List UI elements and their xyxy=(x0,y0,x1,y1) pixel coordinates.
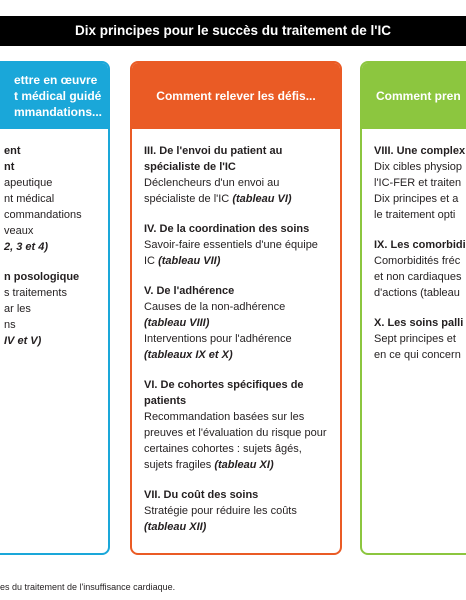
left-line: 2, 3 et 4) xyxy=(4,241,49,253)
left-header-line: t médical guidé xyxy=(13,89,102,103)
section-text: Causes de la non-adhérence xyxy=(144,301,286,313)
section-ref: (tableau VII) xyxy=(158,255,221,267)
right-line: et non cardiaques xyxy=(374,271,462,283)
right-line: l'IC-FER et traiten xyxy=(374,177,462,189)
section-ref: (tableau XI) xyxy=(214,459,274,471)
left-line: nt médical xyxy=(4,193,55,205)
left-section-2 xyxy=(4,269,98,349)
left-line: veaux xyxy=(4,225,34,237)
right-line: IX. Les comorbidi xyxy=(374,239,466,251)
left-line: ent xyxy=(4,145,21,157)
section-title: VII. Du coût des soins xyxy=(144,489,259,501)
left-line: s traitements xyxy=(4,287,67,299)
mid-section-3 xyxy=(144,143,330,207)
right-line: en ce qui concern xyxy=(374,349,461,361)
mid-section-6 xyxy=(144,377,330,473)
section-ref: (tableau VIII) xyxy=(144,317,210,329)
mid-section-7 xyxy=(144,487,330,535)
column-right xyxy=(360,61,466,555)
section-title: V. De l'adhérence xyxy=(144,285,235,297)
section-title: IV. De la coordination des soins xyxy=(144,223,310,235)
column-middle xyxy=(130,61,342,555)
left-line: ns xyxy=(4,319,16,331)
right-line: X. Les soins palli xyxy=(374,317,464,329)
section-text: Recommandation basées sur les preuves et l'évaluation du risque pour certaines cohortes : sujets âgés, sujets fragiles xyxy=(144,411,327,471)
section-text: Interventions pour l'adhérence xyxy=(144,333,292,345)
left-header-line: mmandations... xyxy=(13,105,102,119)
column-right-header: Comment pren xyxy=(362,63,466,129)
section-ref: (tableaux IX et X) xyxy=(144,349,233,361)
section-ref: (tableau VI) xyxy=(232,193,292,205)
right-line: VIII. Une complex xyxy=(374,145,466,157)
right-line: Dix cibles physiop xyxy=(374,161,463,173)
right-section-8 xyxy=(374,143,466,223)
figure-caption: es du traitement de l'insuffisance cardiaque. xyxy=(0,582,176,592)
left-header-line: ettre en œuvre xyxy=(13,73,98,87)
right-line: le traitement opti xyxy=(374,209,456,221)
section-title: VI. De cohortes spécifiques de patients xyxy=(144,379,304,407)
left-line: ar les xyxy=(4,303,31,315)
right-line: Comorbidités fréc xyxy=(374,255,461,267)
right-line: d'actions (tableau xyxy=(374,287,460,299)
left-line: IV et V) xyxy=(4,335,42,347)
left-section-1 xyxy=(4,143,98,255)
left-line: apeutique xyxy=(4,177,53,189)
figure-title: Dix principes pour le succès du traitement de l'IC xyxy=(0,16,466,46)
left-line: n posologique xyxy=(4,271,80,283)
section-title: III. De l'envoi du patient au spécialiste de l'IC xyxy=(144,145,283,173)
left-line: nt xyxy=(4,161,15,173)
right-line: Dix principes et a xyxy=(374,193,459,205)
left-line: commandations xyxy=(4,209,82,221)
section-ref: (tableau XII) xyxy=(144,521,207,533)
right-line: Sept principes et xyxy=(374,333,456,345)
mid-section-5 xyxy=(144,283,330,363)
section-text: Stratégie pour réduire les coûts xyxy=(144,505,297,517)
right-section-10 xyxy=(374,315,466,363)
mid-section-4 xyxy=(144,221,330,269)
column-middle-header: Comment relever les défis... xyxy=(132,63,340,129)
column-left xyxy=(0,61,110,555)
column-left-header xyxy=(0,63,108,129)
section-text: Savoir-faire essentiels d'une équipe IC xyxy=(144,239,318,267)
section-text: Déclencheurs d'un envoi au spécialiste de l'IC xyxy=(144,177,280,205)
right-section-9 xyxy=(374,237,466,301)
